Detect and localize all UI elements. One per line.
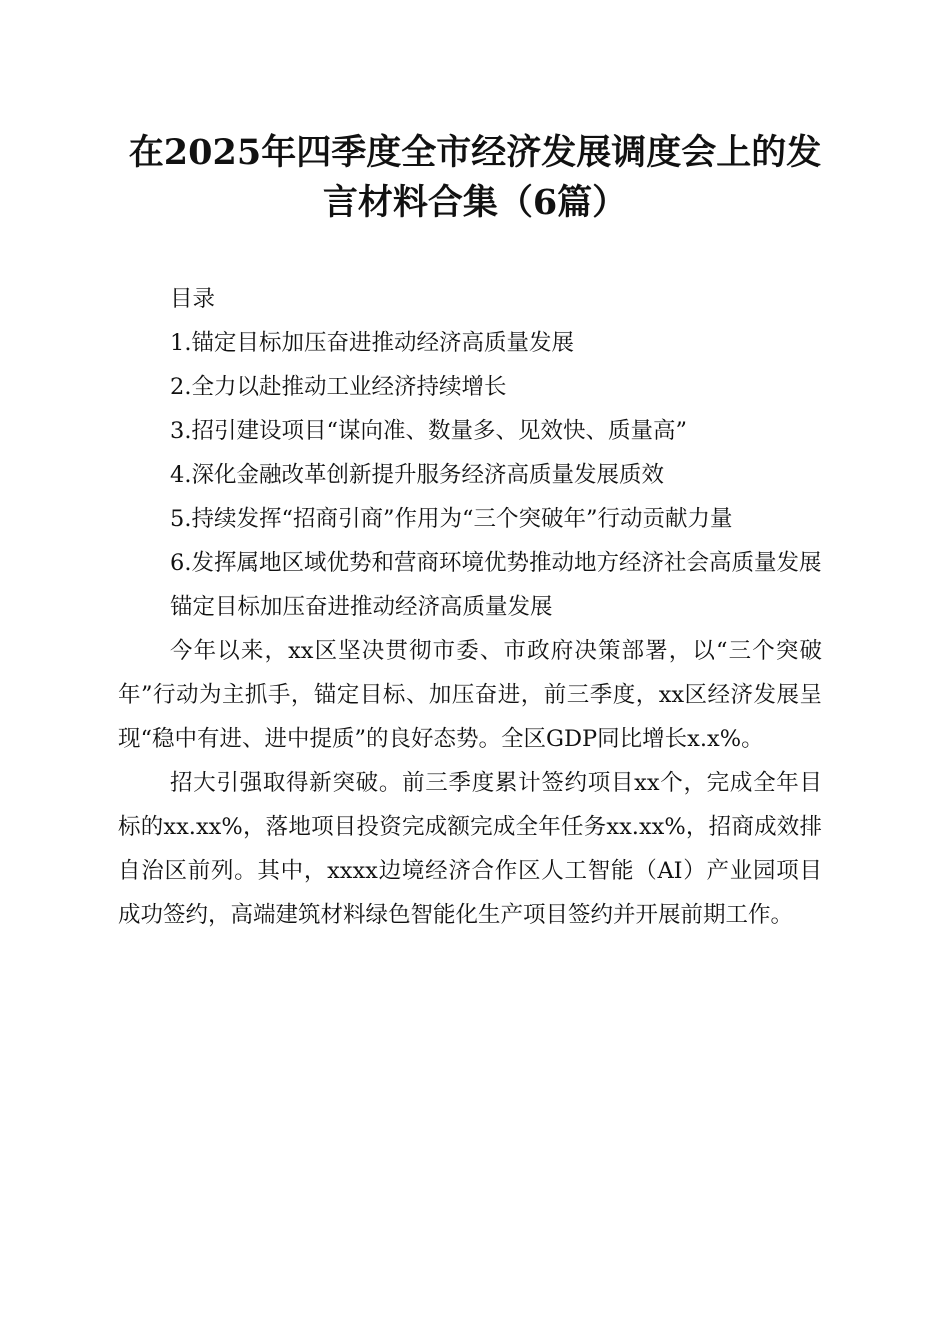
- toc-item-4: 4.深化金融改革创新提升服务经济高质量发展质效: [170, 462, 664, 488]
- section-heading: 锚定目标加压奋进推动经济高质量发展: [170, 594, 553, 620]
- toc-item-2: 2.全力以赴推动工业经济持续增长: [170, 374, 507, 400]
- body-paragraph-2: 招大引强取得新突破。前三季度累计签约项目xx个，完成全年目标的xx.xx%，落地项目投资完成额完成全年任务xx.xx%，招商成效排自治区前列。其中，xxxx边境经济合作区人工智能（AI）产业园项目成功签约，高端建筑材料绿色智能化生产项目签约并开展前期工作。: [118, 770, 822, 928]
- title-line-2: 言材料合集（6篇）: [322, 182, 628, 223]
- toc-item-1: 1.锚定目标加压奋进推动经济高质量发展: [170, 330, 574, 356]
- toc-item-3: 3.招引建设项目“谋向准、数量多、见效快、质量高”: [170, 418, 687, 444]
- document-title: [110, 128, 840, 228]
- title-line-1: 在2025年四季度全市经济发展调度会上的发: [128, 132, 822, 173]
- body-paragraph-1: 今年以来，xx区坚决贯彻市委、市政府决策部署，以“三个突破年”行动为主抓手，锚定目标、加压奋进，前三季度，xx区经济发展呈现“稳中有进、进中提质”的良好态势。全区GDP同比增长x.x%。: [118, 638, 822, 752]
- toc-heading: 目录: [170, 286, 216, 312]
- document-body: [118, 277, 822, 937]
- toc-item-6: 6.发挥属地区域优势和营商环境优势推动地方经济社会高质量发展: [170, 550, 822, 576]
- toc-item-5: 5.持续发挥“招商引商”作用为“三个突破年”行动贡献力量: [170, 506, 733, 532]
